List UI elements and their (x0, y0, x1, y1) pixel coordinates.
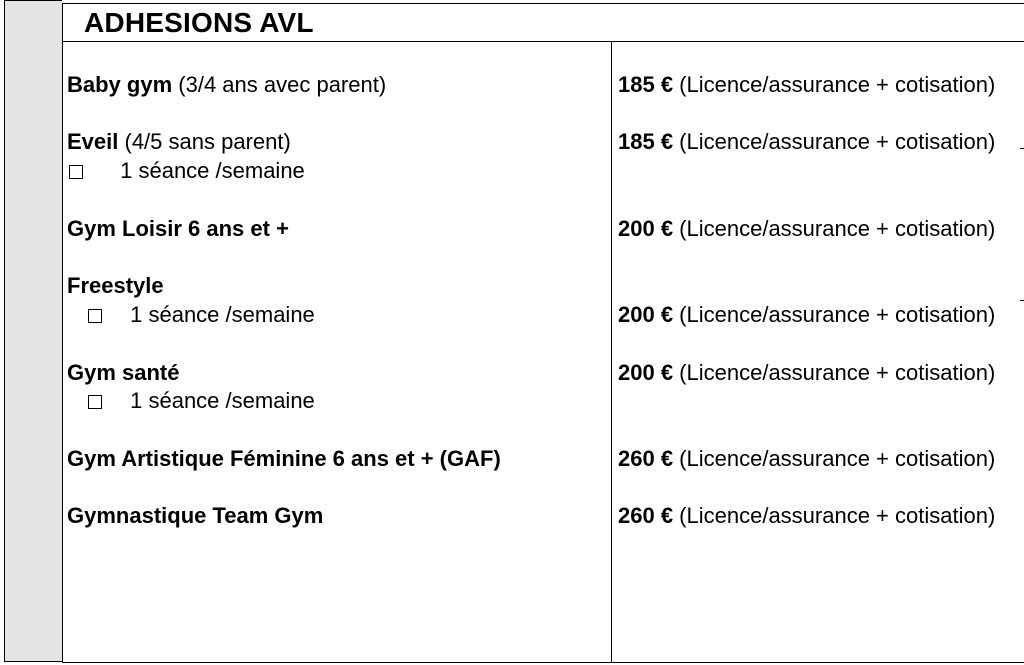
activity-detail: (4/5 sans parent) (118, 129, 291, 154)
activity-name: Gym santé (67, 360, 180, 385)
activity-name: Eveil (67, 129, 119, 154)
activity-name: Gymnastique Team Gym (67, 503, 324, 528)
price-freestyle (618, 302, 995, 328)
price-amount: 200 € (618, 302, 674, 327)
price-amount: 260 € (618, 503, 674, 528)
activity-gym-loisir (67, 216, 289, 242)
option-label: 1 séance /semaine (130, 388, 315, 413)
activity-freestyle (67, 273, 164, 299)
price-detail: (Licence/assurance + cotisation) (673, 129, 996, 154)
edge-rule (1020, 300, 1024, 301)
checkbox[interactable] (88, 395, 102, 409)
activity-gym-sante (67, 360, 180, 386)
option-gym-sante (88, 388, 315, 414)
price-amount: 185 € (618, 129, 674, 154)
checkbox[interactable] (88, 309, 102, 323)
price-team-gym (618, 503, 995, 529)
price-detail: (Licence/assurance + cotisation) (673, 446, 996, 471)
activity-name: Baby gym (67, 72, 173, 97)
checkbox[interactable] (69, 165, 83, 179)
price-detail: (Licence/assurance + cotisation) (673, 302, 996, 327)
activity-detail: (3/4 ans avec parent) (172, 72, 387, 97)
activity-name: Gym Artistique Féminine 6 ans et + (GAF) (67, 446, 501, 471)
activity-name: Freestyle (67, 273, 164, 298)
activity-baby-gym (67, 72, 386, 98)
table-frame (62, 3, 1024, 663)
price-amount: 200 € (618, 216, 674, 241)
price-gym-sante (618, 360, 995, 386)
price-baby-gym (618, 72, 995, 98)
activity-eveil (67, 129, 291, 155)
price-detail: (Licence/assurance + cotisation) (673, 72, 996, 97)
option-label: 1 séance /semaine (130, 302, 315, 327)
edge-rule (1020, 148, 1024, 149)
price-detail: (Licence/assurance + cotisation) (673, 360, 996, 385)
activity-gaf (67, 446, 501, 472)
option-freestyle (88, 302, 315, 328)
price-amount: 260 € (618, 446, 674, 471)
price-amount: 185 € (618, 72, 674, 97)
page-title: ADHESIONS AVL (84, 7, 314, 38)
option-label: 1 séance /semaine (120, 158, 305, 183)
price-eveil (618, 129, 995, 155)
price-amount: 200 € (618, 360, 674, 385)
price-gym-loisir (618, 216, 995, 242)
price-detail: (Licence/assurance + cotisation) (673, 503, 996, 528)
column-divider (611, 42, 612, 663)
activity-team-gym (67, 503, 323, 529)
price-gaf (618, 446, 995, 472)
activity-name: Gym Loisir 6 ans et + (67, 216, 289, 241)
option-eveil (69, 158, 305, 184)
price-detail: (Licence/assurance + cotisation) (673, 216, 996, 241)
side-margin-band (4, 0, 62, 662)
